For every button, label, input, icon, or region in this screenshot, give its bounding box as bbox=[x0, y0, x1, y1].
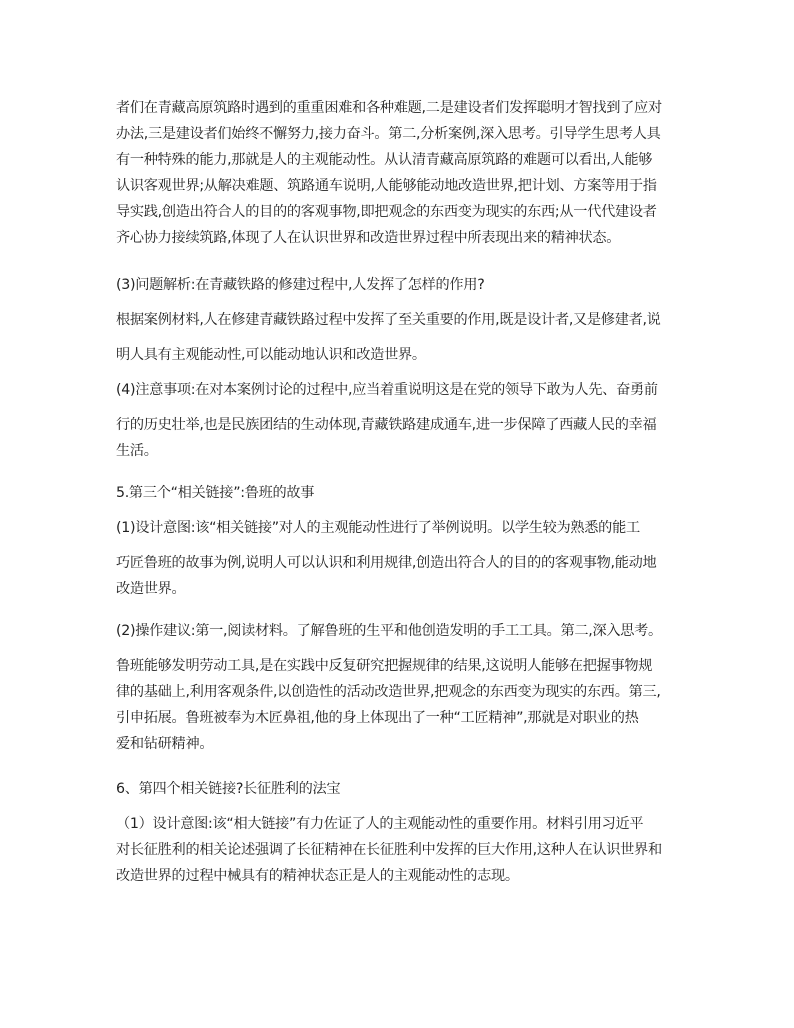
text-line: 齐心协力接续筑路,体现了人在认识世界和改造世界过程中所表现出来的精神状态。 bbox=[116, 230, 621, 246]
text-line: (1)设计意图:该“相关链接”对人的主观能动性进行了举例说明。以学生较为熟悉的能工 bbox=[116, 520, 640, 536]
text-line: 有一种特殊的能力,那就是人的主观能动性。从认清青藏高原筑路的难题可以看出,人能够 bbox=[116, 152, 653, 168]
text-line: 者们在青藏高原筑路时遇到的重重困难和各种难题,二是建设者们发挥聪明才智找到了应对 bbox=[116, 100, 662, 116]
text-line: 律的基础上,利用客观条件,以创造性的活动改造世界,把观念的东西变为现实的东西。第三, bbox=[116, 684, 661, 700]
text-line: 引申拓展。鲁班被奉为木匠鼻祖,他的身上体现出了一种“工匠精神”,那就是对职业的热 bbox=[116, 710, 639, 726]
text-line: (2)操作建议:第一,阅读材料。了解鲁班的生平和他创造发明的手工工具。第二,深入思考。 bbox=[116, 623, 662, 639]
text-line: 鲁班能够发明劳动工具,是在实践中反复研究把握规律的结果,这说明人能够在把握事物规 bbox=[116, 658, 653, 674]
text-line: 明人具有主观能动性,可以能动地认识和改造世界。 bbox=[116, 347, 426, 363]
text-line: 5.第三个“相关链接”:鲁班的故事 bbox=[116, 485, 315, 501]
text-line: 行的历史壮举,也是民族团结的生动体现,青藏铁路建成通车,进一步保障了西藏人民的幸福 bbox=[116, 417, 657, 433]
text-line: 爱和钻研精神。 bbox=[116, 736, 214, 752]
text-line: (3)问题解析:在青藏铁路的修建过程中,人发挥了怎样的作用? bbox=[116, 277, 485, 293]
text-line: 办法,三是建设者们始终不懈努力,接力奋斗。第二,分析案例,深入思考。引导学生思考人具 bbox=[116, 126, 661, 142]
text-line: （1）设计意图:该“相大链接”有力佐证了人的主观能动性的重要作用。材料引用习近平 bbox=[116, 816, 644, 832]
text-line: 改造世界。 bbox=[116, 581, 186, 597]
text-line: 巧匠鲁班的故事为例,说明人可以认识和利用规律,创造出符合人的目的的客观事物,能动地 bbox=[116, 555, 657, 571]
text-line: (4)注意事项:在对本案例讨论的过程中,应当着重说明这是在党的领导下敢为人先、奋勇前 bbox=[116, 382, 658, 398]
text-line: 导实践,创造出符合人的目的的客观事物,即把观念的东西变为现实的东西;从一代代建设者 bbox=[116, 204, 657, 220]
text-line: 根据案例材料,人在修建青藏铁路过程中发挥了至关重要的作用,既是设计者,又是修建者,说 bbox=[116, 312, 661, 328]
text-line: 生活。 bbox=[116, 443, 158, 459]
text-line: 对长征胜利的相关论述强调了长征精神在长征胜利中发挥的巨大作用,这种人在认识世界和 bbox=[116, 842, 662, 858]
text-line: 6、第四个相关链接?长征胜利的法宝 bbox=[116, 781, 341, 797]
text-line: 认识客观世界;从解决难题、筑路通车说明,人能够能动地改造世界,把计划、方案等用于指 bbox=[116, 178, 657, 194]
text-line: 改造世界的过程中械具有的精神状态正是人的主观能动性的志现。 bbox=[116, 868, 519, 884]
